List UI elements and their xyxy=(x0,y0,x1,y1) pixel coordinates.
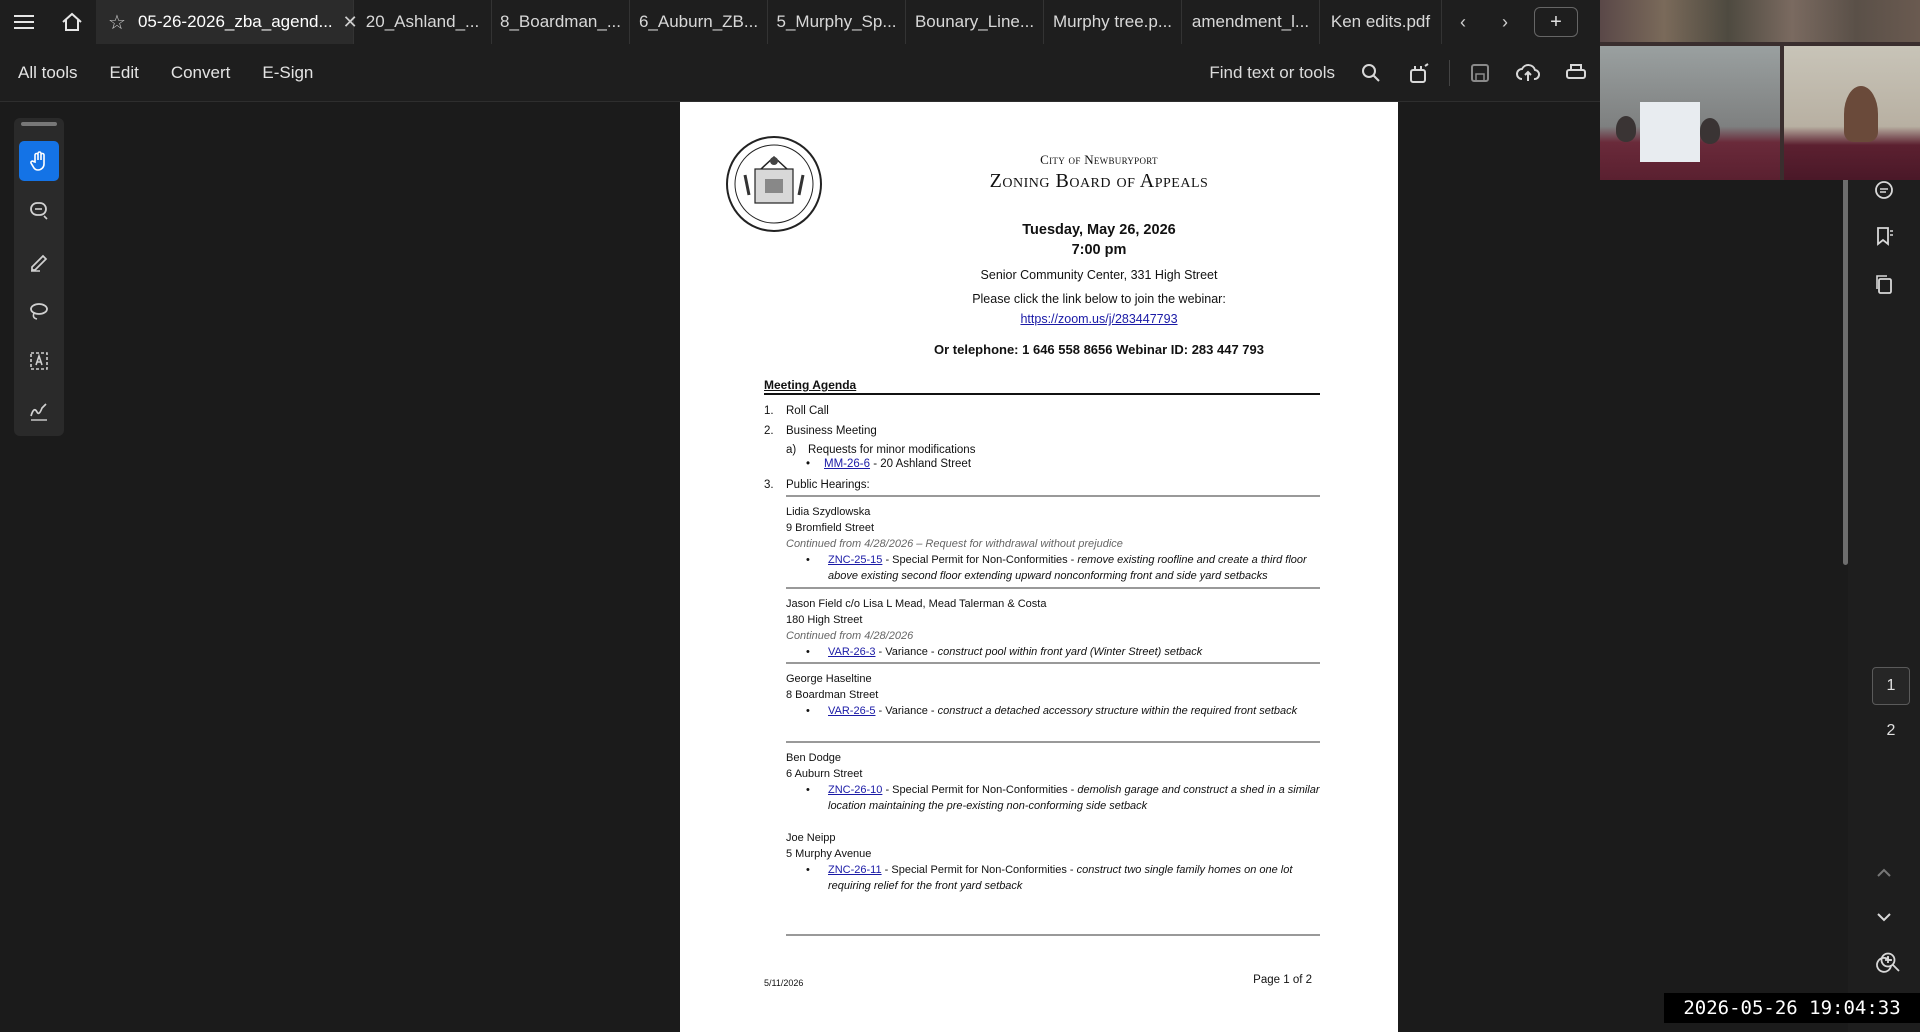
cloud-upload-icon[interactable] xyxy=(1504,53,1552,93)
case-link[interactable]: ZNC-26-11 xyxy=(828,864,882,876)
star-icon[interactable]: ☆ xyxy=(108,11,126,34)
video-speaker-view xyxy=(1784,46,1920,180)
tab-document[interactable] xyxy=(1320,0,1442,44)
tab-document[interactable] xyxy=(492,0,630,44)
case-link[interactable]: ZNC-25-15 xyxy=(828,554,883,566)
menu-esign[interactable]: E-Sign xyxy=(262,62,314,82)
case-address: 180 High Street xyxy=(786,614,863,626)
save-icon[interactable] xyxy=(1456,53,1504,93)
page-thumb-current[interactable]: 1 xyxy=(1872,667,1910,705)
comment-icon[interactable] xyxy=(19,191,59,231)
zoom-in-icon[interactable] xyxy=(1874,946,1906,978)
tab-label: 8_Boardman_... xyxy=(500,12,621,31)
case-link[interactable]: VAR-26-5 xyxy=(828,705,876,717)
footer-date: 5/11/2026 xyxy=(764,978,804,988)
video-timestamp: 2026-05-26 19:04:33 xyxy=(1664,993,1920,1023)
video-strip xyxy=(1600,0,1920,42)
sign-icon[interactable] xyxy=(19,391,59,431)
case-applicant: Jason Field c/o Lisa L Mead, Mead Talerman & Costa xyxy=(786,598,1047,610)
pdf-page xyxy=(680,102,1398,1032)
chevron-down-icon[interactable] xyxy=(1868,901,1900,933)
home-icon[interactable] xyxy=(48,0,96,44)
pen-icon[interactable] xyxy=(19,241,59,281)
video-room-view xyxy=(1600,46,1780,180)
tab-document[interactable] xyxy=(1044,0,1182,44)
webinar-link[interactable]: https://zoom.us/j/283447793 xyxy=(1020,312,1178,326)
projector-screen xyxy=(1640,102,1700,162)
close-icon[interactable]: ✕ xyxy=(342,11,358,32)
agenda-title: Meeting Agenda xyxy=(764,378,857,392)
chevron-right-icon[interactable]: › xyxy=(1502,11,1508,32)
case-divider xyxy=(786,934,1320,936)
video-overlay xyxy=(1600,0,1920,180)
hearing-case xyxy=(786,750,1320,814)
case-address: 5 Murphy Avenue xyxy=(786,848,872,860)
case-bullet: • ZNC-26-10 - Special Permit for Non-Conformities - demolish garage and construct a shed in a similar location maintaining the pre-existing non-conforming side setback xyxy=(806,784,1320,812)
case-divider xyxy=(786,495,1320,497)
tab-document[interactable] xyxy=(354,0,492,44)
case-divider xyxy=(786,662,1320,664)
case-address: 8 Boardman Street xyxy=(786,689,879,701)
tab-document[interactable] xyxy=(630,0,768,44)
case-applicant: Joe Neipp xyxy=(786,832,836,844)
ai-assistant-icon[interactable] xyxy=(1395,53,1443,93)
case-bullet: • ZNC-25-15 - Special Permit for Non-Conformities - remove existing roofline and create a third floor above existing second floor extending upward nonconforming front and side yard setbacks xyxy=(806,554,1307,582)
hearing-case xyxy=(786,504,1320,584)
new-tab-button[interactable]: + xyxy=(1534,7,1578,37)
right-rail xyxy=(1848,102,1920,1032)
agenda-item: 3. Public Hearings: xyxy=(764,479,870,491)
agenda-subitem: a) Requests for minor modifications xyxy=(786,444,976,456)
person-silhouette xyxy=(1700,118,1720,144)
tab-label: amendment_l... xyxy=(1191,12,1310,31)
case-bullet: • VAR-26-3 - Variance - construct pool within front yard (Winter Street) setback xyxy=(806,646,1203,658)
tab-label: 20_Ashland_... xyxy=(365,12,480,31)
document-viewport[interactable] xyxy=(80,102,1840,1032)
footer-page-number: Page 1 of 2 xyxy=(1253,974,1312,986)
tab-label: Bounary_Line... xyxy=(914,12,1035,31)
lasso-icon[interactable] xyxy=(19,291,59,331)
hearing-case xyxy=(786,830,1320,894)
copy-icon[interactable] xyxy=(1868,268,1900,300)
menu-edit[interactable]: Edit xyxy=(109,62,139,82)
text-select-icon[interactable] xyxy=(19,341,59,381)
phone-info: Or telephone: 1 646 558 8656 Webinar ID: 283 447 793 xyxy=(934,342,1264,357)
page-thumb-next[interactable]: 2 xyxy=(1886,722,1896,739)
tab-label: Murphy tree.p... xyxy=(1052,12,1173,31)
tab-label: 05-26-2026_zba_agend... xyxy=(137,12,333,31)
case-applicant: George Haseltine xyxy=(786,673,872,685)
menu-all-tools[interactable]: All tools xyxy=(18,62,78,82)
webinar-instructions: Please click the link below to join the webinar: xyxy=(972,292,1226,306)
search-icon[interactable] xyxy=(1347,53,1395,93)
case-bullet: • VAR-26-5 - Variance - construct a detached accessory structure within the required front setback xyxy=(806,705,1298,717)
hearing-case xyxy=(786,596,1320,660)
menu-convert[interactable]: Convert xyxy=(170,62,231,82)
case-divider xyxy=(786,587,1320,589)
case-address: 6 Auburn Street xyxy=(786,768,863,780)
case-note: Continued from 4/28/2026 xyxy=(786,630,914,642)
tab-document[interactable] xyxy=(1182,0,1320,44)
meeting-location: Senior Community Center, 331 High Street xyxy=(980,268,1218,282)
case-applicant: Lidia Szydlowska xyxy=(786,506,871,518)
case-divider xyxy=(786,741,1320,743)
city-name: City of Newburyport xyxy=(1040,152,1158,167)
toolbar-grip[interactable] xyxy=(21,122,57,126)
find-text-button[interactable]: Find text or tools xyxy=(1209,63,1335,82)
tab-label: Ken edits.pdf xyxy=(1330,12,1431,31)
board-name: Zoning Board of Appeals xyxy=(989,170,1209,192)
tab-label: 5_Murphy_Sp... xyxy=(776,12,897,31)
agenda-bullet: • MM-26-6 - 20 Ashland Street xyxy=(806,458,972,470)
meeting-time: 7:00 pm xyxy=(1071,242,1127,258)
tab-document[interactable] xyxy=(768,0,906,44)
case-note: Continued from 4/28/2026 – Request for withdrawal without prejudice xyxy=(786,538,1123,550)
menu-bar xyxy=(0,44,1600,102)
print-icon[interactable] xyxy=(1552,53,1600,93)
chevron-up-icon[interactable] xyxy=(1868,857,1900,889)
chevron-left-icon[interactable]: ‹ xyxy=(1460,11,1466,32)
menu-icon[interactable] xyxy=(0,0,48,44)
case-bullet: • ZNC-26-11 - Special Permit for Non-Conformities - construct two single family homes on one lot requiring relief for the front yard setback xyxy=(806,864,1293,892)
case-link[interactable]: MM-26-6 xyxy=(824,458,871,470)
case-address: 9 Bromfield Street xyxy=(786,522,875,534)
case-applicant: Ben Dodge xyxy=(786,752,842,764)
case-link[interactable]: VAR-26-3 xyxy=(828,646,876,658)
agenda-item: 2. Business Meeting xyxy=(764,425,877,437)
person-silhouette xyxy=(1616,116,1636,142)
tab-active-document[interactable] xyxy=(96,0,358,44)
person-silhouette xyxy=(1844,86,1878,142)
hearing-case xyxy=(786,671,1320,719)
tab-document[interactable] xyxy=(906,0,1044,44)
divider xyxy=(1449,60,1450,86)
case-link[interactable]: ZNC-26-10 xyxy=(828,784,883,796)
hand-icon[interactable] xyxy=(19,141,59,181)
meeting-date: Tuesday, May 26, 2026 xyxy=(1022,222,1176,238)
agenda-item: 1. Roll Call xyxy=(764,405,829,417)
menu-right-tools xyxy=(1209,44,1600,102)
left-toolbar xyxy=(14,118,64,436)
tab-label: 6_Auburn_ZB... xyxy=(638,12,759,31)
bookmark-icon[interactable] xyxy=(1868,220,1900,252)
agenda-divider xyxy=(764,393,1320,395)
